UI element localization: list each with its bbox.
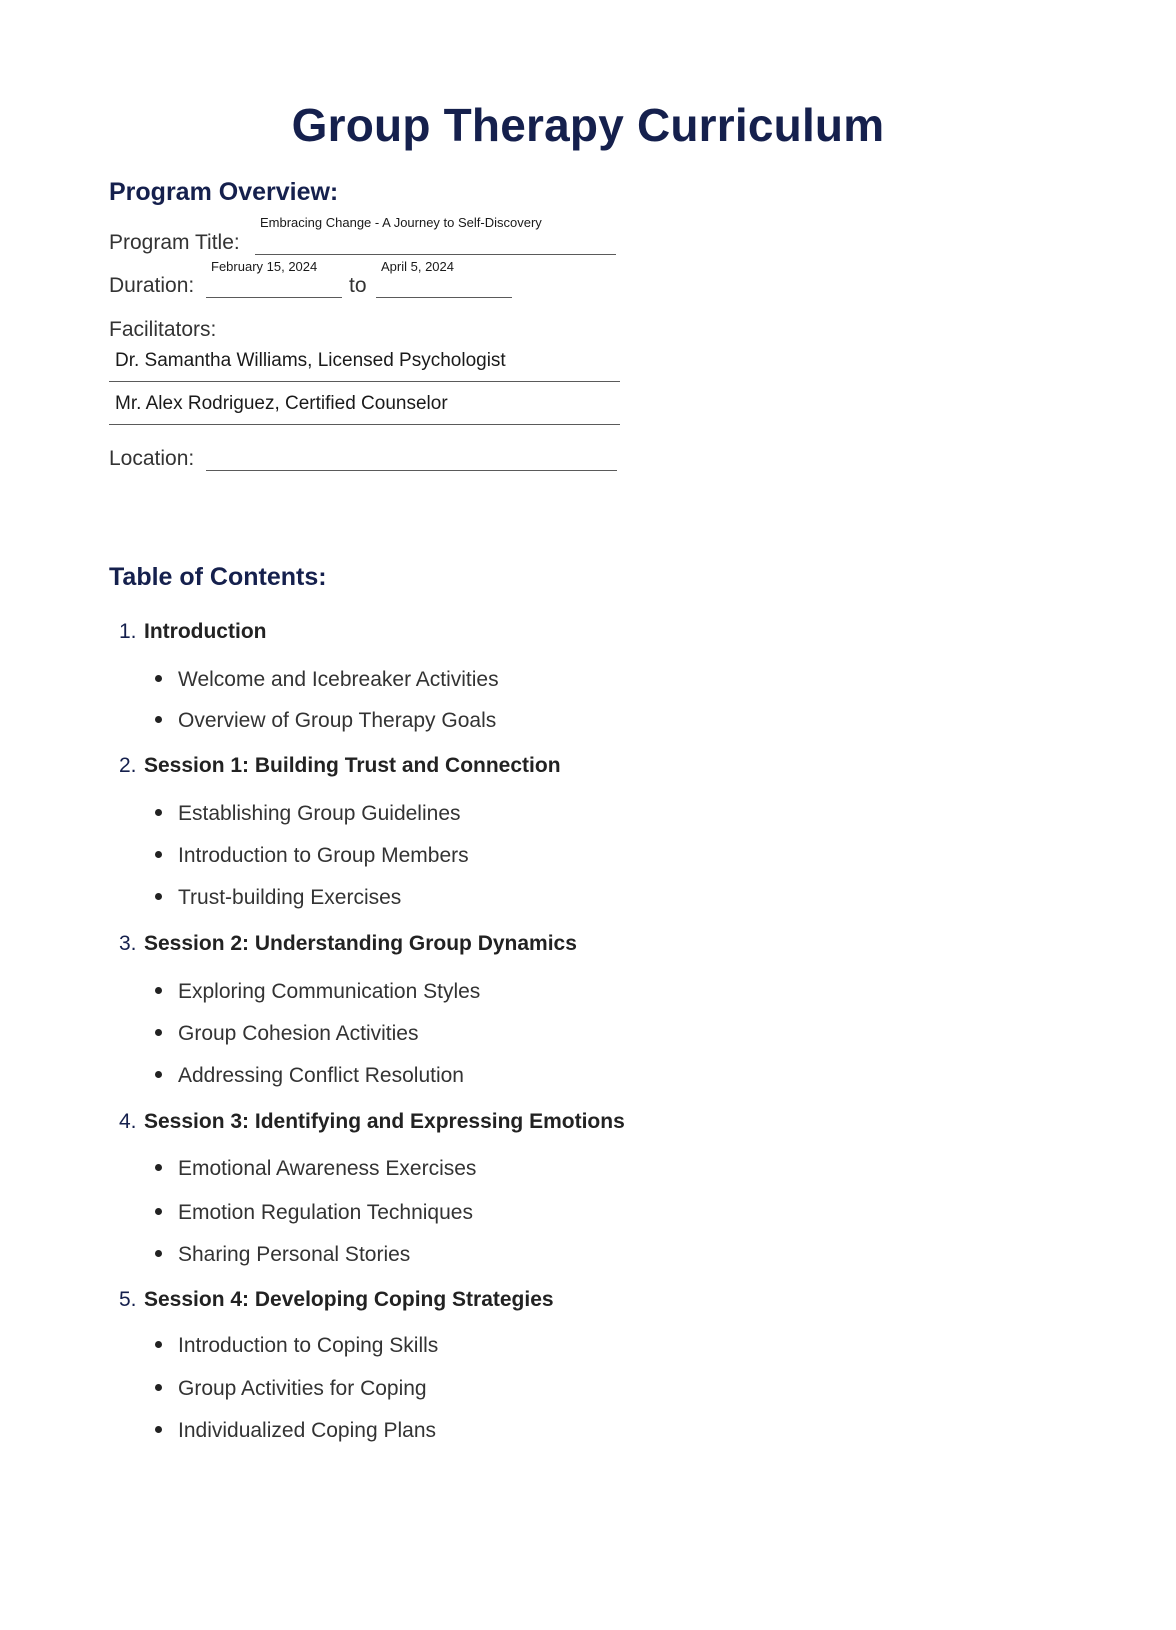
duration-start-field[interactable]: [206, 297, 342, 298]
bullet-icon: [155, 1071, 162, 1078]
bullet-icon: [155, 893, 162, 900]
bullet-icon: [155, 851, 162, 858]
bullet-icon: [155, 1341, 162, 1348]
toc-list-item: Introduction to Group Members: [155, 844, 469, 868]
bullet-icon: [155, 1208, 162, 1215]
toc-list-item: Sharing Personal Stories: [155, 1243, 410, 1267]
bullet-icon: [155, 1164, 162, 1171]
toc-section-number: 2.: [119, 754, 137, 777]
toc-list-item: Group Cohesion Activities: [155, 1022, 418, 1046]
toc-list-item: Introduction to Coping Skills: [155, 1334, 438, 1358]
location-label: Location:: [109, 447, 195, 470]
toc-heading: Table of Contents:: [109, 563, 327, 591]
duration-to-label: to: [349, 274, 367, 297]
duration-start-value: February 15, 2024: [211, 259, 318, 274]
bullet-icon: [155, 809, 162, 816]
program-title-value: Embracing Change - A Journey to Self-Discovery: [260, 215, 542, 230]
toc-section-title: Session 1: Building Trust and Connection: [144, 754, 561, 777]
facilitator-name-2: Mr. Alex Rodriguez, Certified Counselor: [115, 393, 448, 414]
bullet-icon: [155, 987, 162, 994]
duration-end-value: April 5, 2024: [381, 259, 454, 274]
program-title-label: Program Title:: [109, 231, 240, 254]
toc-list-item: Emotion Regulation Techniques: [155, 1201, 473, 1225]
location-field[interactable]: [206, 470, 617, 471]
facilitator-field-2[interactable]: [109, 424, 620, 425]
page-title: Group Therapy Curriculum: [291, 99, 885, 151]
toc-list-item: Establishing Group Guidelines: [155, 802, 461, 826]
duration-label: Duration:: [109, 274, 195, 297]
toc-list-item: Welcome and Icebreaker Activities: [155, 668, 499, 692]
toc-section-number: 5.: [119, 1288, 137, 1311]
toc-list-item: Individualized Coping Plans: [155, 1419, 436, 1443]
toc-list-item: Exploring Communication Styles: [155, 980, 480, 1004]
bullet-icon: [155, 675, 162, 682]
toc-list-item: Addressing Conflict Resolution: [155, 1064, 464, 1088]
bullet-icon: [155, 716, 162, 723]
bullet-icon: [155, 1384, 162, 1391]
toc-section-title: Session 2: Understanding Group Dynamics: [144, 932, 577, 955]
toc-section-number: 1.: [119, 620, 137, 643]
toc-section-title: Session 3: Identifying and Expressing Emotions: [144, 1110, 625, 1133]
toc-list-item: Trust-building Exercises: [155, 886, 401, 910]
toc-list-item: Emotional Awareness Exercises: [155, 1157, 476, 1181]
bullet-icon: [155, 1029, 162, 1036]
toc-section-title: Session 4: Developing Coping Strategies: [144, 1288, 554, 1311]
duration-end-field[interactable]: [376, 297, 512, 298]
program-title-field[interactable]: [255, 254, 616, 255]
facilitators-label: Facilitators:: [109, 318, 217, 341]
program-overview-heading: Program Overview:: [109, 178, 339, 206]
facilitator-field-1[interactable]: [109, 381, 620, 382]
toc-section-title: Introduction: [144, 620, 267, 643]
toc-list-item: Overview of Group Therapy Goals: [155, 709, 496, 733]
bullet-icon: [155, 1250, 162, 1257]
toc-list-item: Group Activities for Coping: [155, 1377, 427, 1401]
bullet-icon: [155, 1426, 162, 1433]
facilitator-name-1: Dr. Samantha Williams, Licensed Psychologist: [115, 350, 506, 371]
toc-section-number: 3.: [119, 932, 137, 955]
toc-section-number: 4.: [119, 1110, 137, 1133]
